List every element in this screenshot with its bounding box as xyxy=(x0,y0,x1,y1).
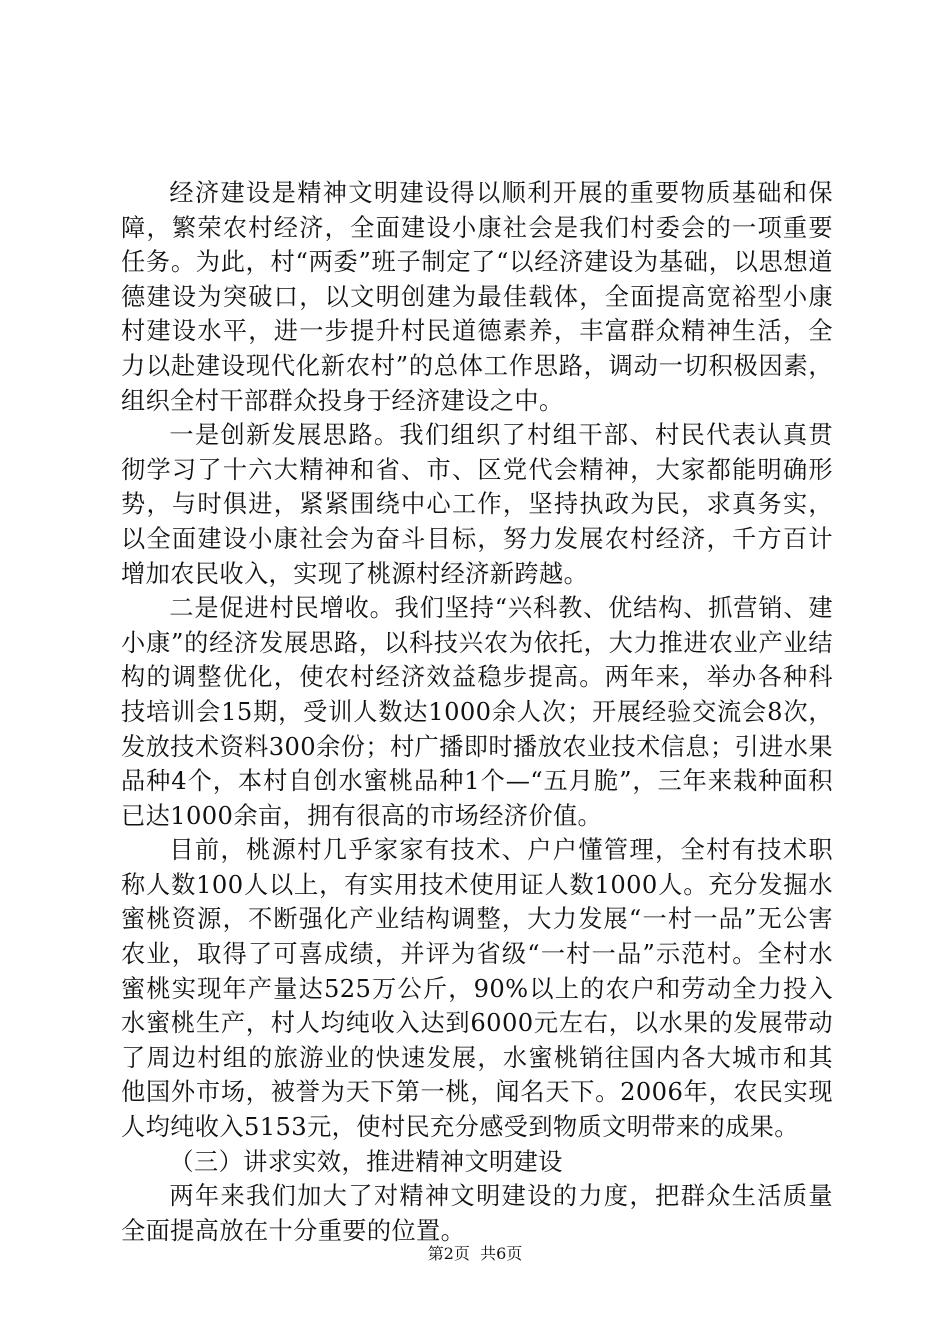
page-footer xyxy=(0,1244,950,1264)
paragraph-innovate-development: 一是创新发展思路。我们组织了村组干部、村民代表认真贯彻学习了十六大精神和省、市、区党代会精神，大家都能明确形势，与时俱进，紧紧围绕中心工作，坚持执政为民，求真务实，以全面建设小康社会为奋斗目标，努力发展农村经济，千方百计增加农民收入，实现了桃源村经济新跨越。 xyxy=(121,421,833,588)
document-body xyxy=(121,176,833,1248)
paragraph-economic-construction: 经济建设是精神文明建设得以顺利开展的重要物质基础和保障，繁荣农村经济，全面建设小康社会是我们村委会的一项重要任务。为此，村“两委”班子制定了“以经济建设为基础，以思想道德建设为突破口，以文明创建为最佳载体，全面提高宽裕型小康村建设水平，进一步提升村民道德素养，丰富群众精神生活，全力以赴建设现代化新农村”的总体工作思路，调动一切积极因素，组织全村干部群众投身于经济建设之中。 xyxy=(121,179,833,415)
paragraph-increase-income: 二是促进村民增收。我们坚持“兴科教、优结构、抓营销、建小康”的经济发展思路，以科技兴农为依托，大力推进农业产业结构的调整优化，使农村经济效益稳步提高。两年来，举办各种科技培训会15期，受训人数达1000余人次；开展经验交流会8次，发放技术资料300余份；村广播即时播放农业技术信息；引进水果品种4个，本村自创水蜜桃品种1个—“五月脆”，三年来栽种面积已达1000余亩，拥有很高的市场经济价值。 xyxy=(121,594,833,830)
paragraph-spiritual-civilization: 两年来我们加大了对精神文明建设的力度，把群众生活质量全面提高放在十分重要的位置。 xyxy=(121,1182,833,1245)
section-heading: （三）讲求实效，推进精神文明建设 xyxy=(169,1147,563,1176)
paragraph-current-status: 目前，桃源村几乎家家有技术、户户懂管理，全村有技术职称人数100人以上，有实用技术使用证人数1000人。充分发掘水蜜桃资源，不断强化产业结构调整，大力发展“一村一品”无公害农业，取得了可喜成绩，并评为省级“一村一品”示范村。全村水蜜桃实现年产量达525万公斤，90%以上的农户和劳动全力投入水蜜桃生产，村人均纯收入达到6000元左右，以水果的发展带动了周边村组的旅游业的快速发展，水蜜桃销往国内各大城市和其他国外市场，被誉为天下第一桃，闻名天下。2006年，农民实现人均纯收入5153元，使村民充分感受到物质文明带来的成果。 xyxy=(121,836,833,1142)
page-number: 第2页 共6页 xyxy=(427,1244,523,1263)
